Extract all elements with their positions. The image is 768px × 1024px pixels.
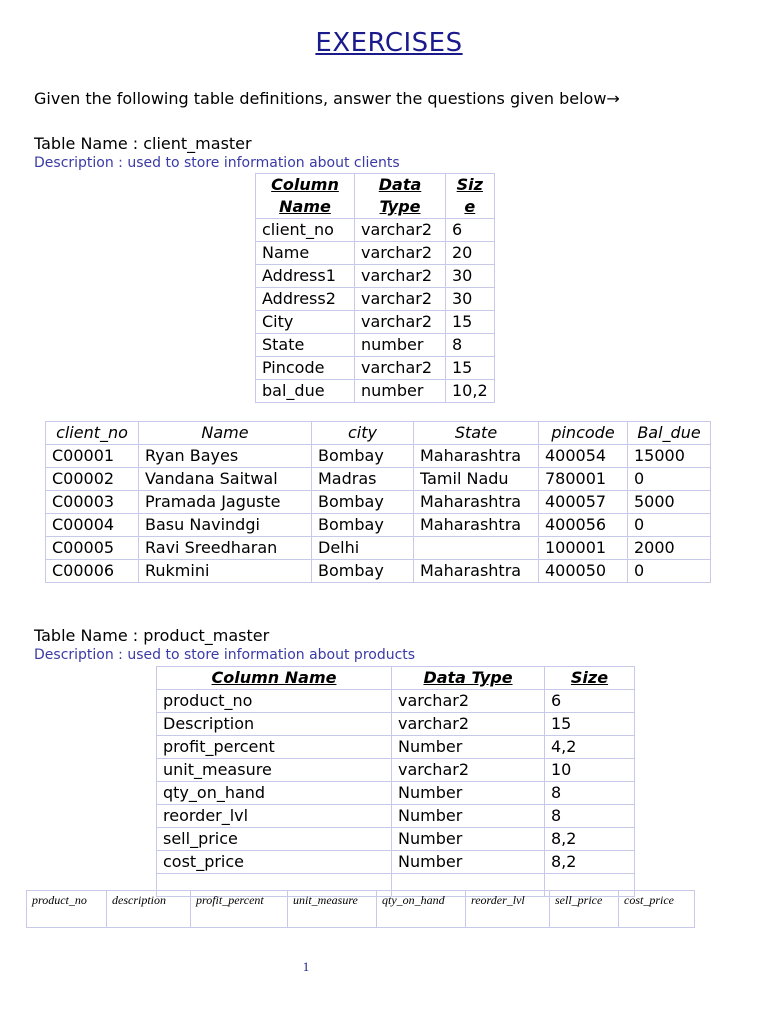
table-row bbox=[157, 759, 635, 782]
client-no-header: client_no bbox=[46, 422, 139, 445]
table-cell: varchar2 bbox=[392, 713, 545, 736]
table-cell: State bbox=[256, 334, 355, 357]
table-cell: 15 bbox=[446, 357, 495, 380]
table-cell: bal_due bbox=[256, 380, 355, 403]
client-data-table bbox=[45, 421, 711, 583]
table-cell: 8 bbox=[545, 805, 635, 828]
product-master-description: Description : used to store information about products bbox=[34, 647, 416, 663]
table-cell: Number bbox=[392, 736, 545, 759]
table-cell: profit_percent bbox=[157, 736, 392, 759]
table-row bbox=[46, 491, 711, 514]
table-cell: C00004 bbox=[46, 514, 139, 537]
column-name-header: Column Name bbox=[256, 174, 355, 219]
table-cell: Bombay bbox=[312, 491, 414, 514]
table-cell: City bbox=[256, 311, 355, 334]
table-cell: 10 bbox=[545, 759, 635, 782]
bal-due-header: Bal_due bbox=[628, 422, 711, 445]
table-cell: Maharashtra bbox=[414, 445, 539, 468]
table-cell: Rukmini bbox=[139, 560, 312, 583]
table-row bbox=[256, 334, 495, 357]
table-cell: 6 bbox=[446, 219, 495, 242]
table-cell: varchar2 bbox=[392, 690, 545, 713]
table-cell: 400050 bbox=[539, 560, 628, 583]
table-cell: 15 bbox=[545, 713, 635, 736]
table-cell: 20 bbox=[446, 242, 495, 265]
size-header: Size bbox=[545, 667, 635, 690]
table-cell: varchar2 bbox=[355, 219, 446, 242]
table-cell: qty_on_hand bbox=[157, 782, 392, 805]
reorder-lvl-header: reorder_lvl bbox=[466, 891, 550, 928]
table-cell: Bombay bbox=[312, 560, 414, 583]
table-cell: 400054 bbox=[539, 445, 628, 468]
table-cell: 0 bbox=[628, 514, 711, 537]
table-cell: varchar2 bbox=[355, 357, 446, 380]
table-cell: Bombay bbox=[312, 445, 414, 468]
unit-measure-header: unit_measure bbox=[288, 891, 377, 928]
table-row bbox=[157, 851, 635, 874]
table-cell: Address2 bbox=[256, 288, 355, 311]
table-cell: varchar2 bbox=[355, 311, 446, 334]
table-cell: Address1 bbox=[256, 265, 355, 288]
table-cell: Pincode bbox=[256, 357, 355, 380]
profit-percent-header: profit_percent bbox=[191, 891, 288, 928]
state-header: State bbox=[414, 422, 539, 445]
table-cell: 8 bbox=[446, 334, 495, 357]
table-cell: Maharashtra bbox=[414, 491, 539, 514]
table-cell: Madras bbox=[312, 468, 414, 491]
product-master-table-name: Table Name : product_master bbox=[34, 626, 270, 645]
table-row bbox=[256, 311, 495, 334]
sell-price-header: sell_price bbox=[550, 891, 619, 928]
data-type-header: Data Type bbox=[355, 174, 446, 219]
table-cell: 15 bbox=[446, 311, 495, 334]
intro-text: Given the following table definitions, answer the questions given below→ bbox=[34, 89, 620, 108]
table-cell: 780001 bbox=[539, 468, 628, 491]
table-cell: C00002 bbox=[46, 468, 139, 491]
table-cell: 6 bbox=[545, 690, 635, 713]
table-cell: 0 bbox=[628, 560, 711, 583]
table-cell: C00003 bbox=[46, 491, 139, 514]
data-type-header: Data Type bbox=[392, 667, 545, 690]
table-cell: 10,2 bbox=[446, 380, 495, 403]
table-header-row bbox=[27, 891, 695, 928]
table-cell: Number bbox=[392, 782, 545, 805]
table-cell: varchar2 bbox=[355, 288, 446, 311]
description-header: description bbox=[107, 891, 191, 928]
table-row bbox=[256, 380, 495, 403]
table-cell: Tamil Nadu bbox=[414, 468, 539, 491]
client-master-description: Description : used to store information about clients bbox=[34, 155, 400, 171]
city-header: city bbox=[312, 422, 414, 445]
table-cell: Vandana Saitwal bbox=[139, 468, 312, 491]
page-title: EXERCISES bbox=[315, 28, 463, 58]
table-cell: Number bbox=[392, 851, 545, 874]
table-header-row bbox=[157, 667, 635, 690]
table-cell: Delhi bbox=[312, 537, 414, 560]
product-no-header: product_no bbox=[27, 891, 107, 928]
name-header: Name bbox=[139, 422, 312, 445]
column-name-header: Column Name bbox=[157, 667, 392, 690]
table-cell: Pramada Jaguste bbox=[139, 491, 312, 514]
table-row bbox=[157, 690, 635, 713]
table-cell: Name bbox=[256, 242, 355, 265]
table-cell: 5000 bbox=[628, 491, 711, 514]
table-cell: number bbox=[355, 380, 446, 403]
table-row bbox=[46, 560, 711, 583]
table-cell: 2000 bbox=[628, 537, 711, 560]
table-row bbox=[256, 242, 495, 265]
table-cell: Ryan Bayes bbox=[139, 445, 312, 468]
table-header-row bbox=[256, 174, 495, 219]
table-row bbox=[256, 288, 495, 311]
table-cell: 8,2 bbox=[545, 828, 635, 851]
table-cell: number bbox=[355, 334, 446, 357]
table-row bbox=[46, 537, 711, 560]
table-cell: Ravi Sreedharan bbox=[139, 537, 312, 560]
client-master-table-name: Table Name : client_master bbox=[34, 134, 252, 153]
table-row bbox=[157, 805, 635, 828]
table-cell: C00005 bbox=[46, 537, 139, 560]
table-row bbox=[46, 445, 711, 468]
table-cell: Bombay bbox=[312, 514, 414, 537]
client-master-definition-table bbox=[255, 173, 495, 403]
table-cell: varchar2 bbox=[355, 265, 446, 288]
table-header-row bbox=[46, 422, 711, 445]
product-data-table bbox=[26, 890, 695, 928]
table-row bbox=[46, 514, 711, 537]
table-row bbox=[157, 736, 635, 759]
table-row bbox=[256, 219, 495, 242]
table-cell: 8 bbox=[545, 782, 635, 805]
size-header: Size bbox=[446, 174, 495, 219]
cost-price-header: cost_price bbox=[619, 891, 695, 928]
table-row bbox=[157, 782, 635, 805]
table-row bbox=[157, 713, 635, 736]
table-cell: 100001 bbox=[539, 537, 628, 560]
qty-on-hand-header: qty_on_hand bbox=[377, 891, 466, 928]
table-cell: Maharashtra bbox=[414, 514, 539, 537]
table-cell: Description bbox=[157, 713, 392, 736]
table-cell: Number bbox=[392, 805, 545, 828]
table-cell: Basu Navindgi bbox=[139, 514, 312, 537]
page-number: 1 bbox=[302, 959, 310, 974]
table-cell: C00001 bbox=[46, 445, 139, 468]
table-cell: 400057 bbox=[539, 491, 628, 514]
table-cell: Maharashtra bbox=[414, 560, 539, 583]
table-cell: reorder_lvl bbox=[157, 805, 392, 828]
table-cell: cost_price bbox=[157, 851, 392, 874]
table-cell: varchar2 bbox=[392, 759, 545, 782]
table-cell: product_no bbox=[157, 690, 392, 713]
table-row bbox=[256, 265, 495, 288]
table-cell: 15000 bbox=[628, 445, 711, 468]
table-cell: client_no bbox=[256, 219, 355, 242]
table-cell: 30 bbox=[446, 288, 495, 311]
table-cell: 30 bbox=[446, 265, 495, 288]
table-row bbox=[157, 828, 635, 851]
table-cell: varchar2 bbox=[355, 242, 446, 265]
table-cell: sell_price bbox=[157, 828, 392, 851]
table-cell: unit_measure bbox=[157, 759, 392, 782]
table-cell: C00006 bbox=[46, 560, 139, 583]
table-cell: 400056 bbox=[539, 514, 628, 537]
pincode-header: pincode bbox=[539, 422, 628, 445]
table-cell: Number bbox=[392, 828, 545, 851]
table-row bbox=[46, 468, 711, 491]
table-cell: 8,2 bbox=[545, 851, 635, 874]
table-cell: 0 bbox=[628, 468, 711, 491]
product-master-definition-table bbox=[156, 666, 635, 897]
table-cell bbox=[414, 537, 539, 560]
table-cell: 4,2 bbox=[545, 736, 635, 759]
table-row bbox=[256, 357, 495, 380]
